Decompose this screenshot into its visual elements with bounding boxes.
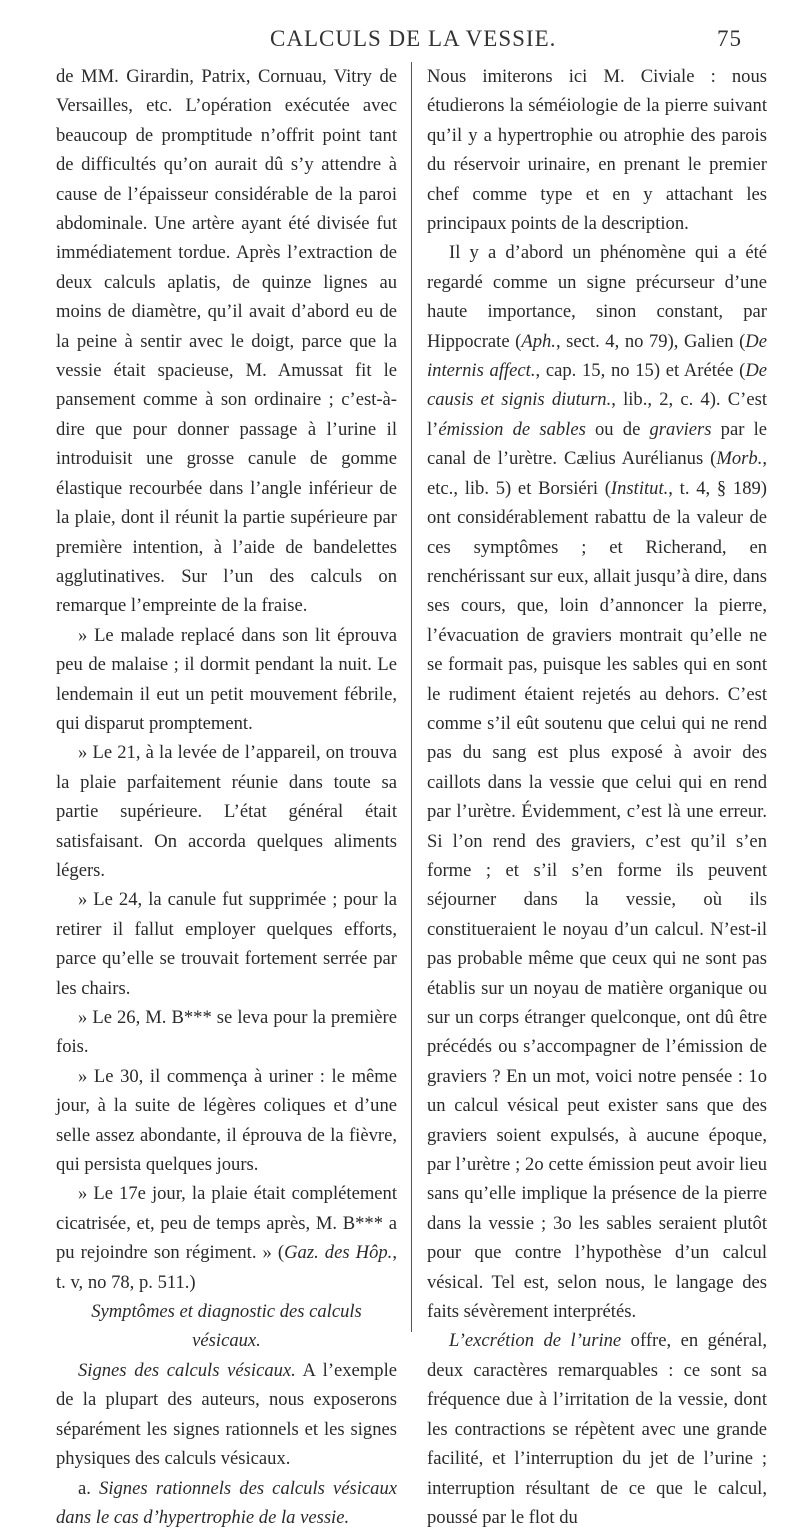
- citation: De internis affect.: [427, 331, 767, 381]
- text-run: , etc., lib. 5) et Borsiéri (: [427, 448, 767, 498]
- subheading: Signes rationnels des calculs vésicaux dans le cas d’hypertrophie de la vessie.: [56, 1478, 397, 1528]
- citation: Aph.: [521, 331, 556, 352]
- paragraph: [427, 1326, 767, 1532]
- text-run: » Le 17e jour, la plaie était complétement cicatrisée, et, peu de temps après, M. B*** a pu rejoindre son régiment. » (: [56, 1183, 397, 1263]
- paragraph: » Le 21, à la levée de l’appareil, on trouva la plaie parfaitement réunie dans toute sa partie supérieure. L’état général était satisfaisant. On accorda quelques aliments légers.: [56, 738, 397, 885]
- text-run: , t. 4, § 189) ont considérablement rabattu de la valeur de ces symptômes ; et Richerand, en renchérissant sur eux, allait jusqu’à dire, dans ses cours, que, loin d’annoncer la pierre, l’évacuation de graviers montrait qu’elle ne se formait pas, puisque les sables qui en sont le rudiment étaient rejetés au dehors. C’est comme s’il eût soutenu que celui qui ne rend pas du sang est plus exposé à avoir des caillots dans la vessie que celui qui en rend par l’urètre. Évidemment, c’est là une erreur. Si l’on rend des graviers, c’est qu’il s’en forme ; et s’il s’en forme ils peuvent séjourner dans la vessie, où ils constitueraient le noyau d’un calcul. N’est-il pas probable même que ceux qui ne sont pas établis sur un noyau de matière organique ou sur un corps étranger quelconque, ont dû être précédés ou s’accompagner de l’émission de graviers ? En un mot, voici notre pensée : 1o un calcul vésical peut exister sans que des graviers soient expulsés, à aucune époque, par l’urètre ; 2o cette émission peut avoir lieu sans qu’elle implique la présence de la pierre dans la vessie ; 3o les sables seraient plutôt pour que contre l’hypothèse d’un calcul vésical. Tel est, selon nous, le langage des faits sévèrement interprétés.: [427, 478, 767, 1322]
- running-head-title: CALCULS DE LA VESSIE.: [270, 26, 556, 51]
- emphasis: L’excrétion de l’urine: [449, 1330, 621, 1351]
- text-run: , t. v, no 78, p. 511.): [56, 1242, 397, 1292]
- citation: Institut.: [611, 478, 668, 499]
- citation: Gaz. des Hôp.: [284, 1242, 392, 1263]
- emphasis: émission de sables: [438, 419, 585, 440]
- paragraph: » Le malade replacé dans son lit éprouva peu de malaise ; il dormit pendant la nuit. Le lendemain il eut un petit mouvement fébrile, qui disparut promptement.: [56, 621, 397, 739]
- text-run: Il y a d’abord un phénomène qui a été regardé comme un signe précurseur d’une haute importance, sinon constant, par Hippocrate (: [427, 242, 767, 351]
- paragraph: de MM. Girardin, Patrix, Cornuau, Vitry de Versailles, etc. L’opération exécutée avec beaucoup de promptitude n’offrit point tant de difficultés qu’on aurait dû s’y attendre à cause de l’épaisseur considérable de la paroi abdominale. Une artère ayant été divisée fut immédiatement tordue. Après l’extraction de deux calculs aplatis, de quinze lignes au moins de diamètre, qu’il avait d’abord eu de la peine à sentir avec le doigt, parce que la vessie était spacieuse, M. Amussat fit le pansement comme à son ordinaire ; c’est-à-dire que pour donner passage à l’urine il introduisit une grosse canule de gomme élastique recourbée dans l’angle inférieur de la plaie, dont il réunit la partie supérieure par première intention, à l’aide de bandelettes agglutinatives. Sur l’un des calculs on remarque l’empreinte de la fraise.: [56, 62, 397, 621]
- text-run: ou de: [586, 419, 650, 440]
- paragraph: » Le 24, la canule fut supprimée ; pour la retirer il fallut employer quelques efforts, parce qu’elle se trouvait fortement serrée par les chairs.: [56, 885, 397, 1003]
- paragraph: » Le 26, M. B*** se leva pour la première fois.: [56, 1003, 397, 1062]
- text-run: , sect. 4, no 79), Galien (: [556, 331, 745, 352]
- text-run: A l’exemple de la plupart des auteurs, nous exposerons séparément les signes rationnels et les signes physiques des calculs vésicaux.: [56, 1360, 397, 1469]
- emphasis: graviers: [650, 419, 712, 440]
- citation: De causis et signis diuturn.: [427, 360, 767, 410]
- text-run: par le canal de l’urètre. Cælius Aurélianus (: [427, 419, 767, 469]
- page-number: 75: [717, 26, 742, 52]
- paragraph: [56, 1179, 397, 1297]
- right-column: [427, 62, 767, 1332]
- column-divider: [411, 62, 412, 1332]
- running-head: [270, 26, 730, 52]
- text-run: offre, en général, deux caractères remarquables : ce sont sa fréquence due à l’irritation de la vessie, dont les contractions se répètent avec une grande facilité, et l’interruption du jet de l’urine ; interruption résultant de ce que le calcul, poussé par le flot du: [427, 1330, 767, 1527]
- paragraph: [427, 238, 767, 1326]
- left-column: [56, 62, 397, 1332]
- paragraph: Nous imiterons ici M. Civiale : nous étudierons la séméiologie de la pierre suivant qu’il y a hypertrophie ou atrophie des parois du réservoir urinaire, en prenant le premier chef comme type et en y attachant les principaux points de la description.: [427, 62, 767, 238]
- text-run: a.: [78, 1478, 99, 1499]
- text-run: , lib., 2, c. 4). C’est l’: [427, 389, 767, 439]
- paragraph: » Le 30, il commença à uriner : le même jour, à la suite de légères coliques et d’une selle assez abondante, il éprouva de la fièvre, qui persista quelques jours.: [56, 1062, 397, 1180]
- citation: Morb.: [716, 448, 762, 469]
- section-heading: Symptômes et diagnostic des calculs vésicaux.: [56, 1297, 397, 1356]
- paragraph: [56, 1474, 397, 1532]
- subheading: Signes des calculs vésicaux.: [78, 1360, 296, 1381]
- text-run: , cap. 15, no 15) et Arétée (: [535, 360, 745, 381]
- paragraph: [56, 1356, 397, 1474]
